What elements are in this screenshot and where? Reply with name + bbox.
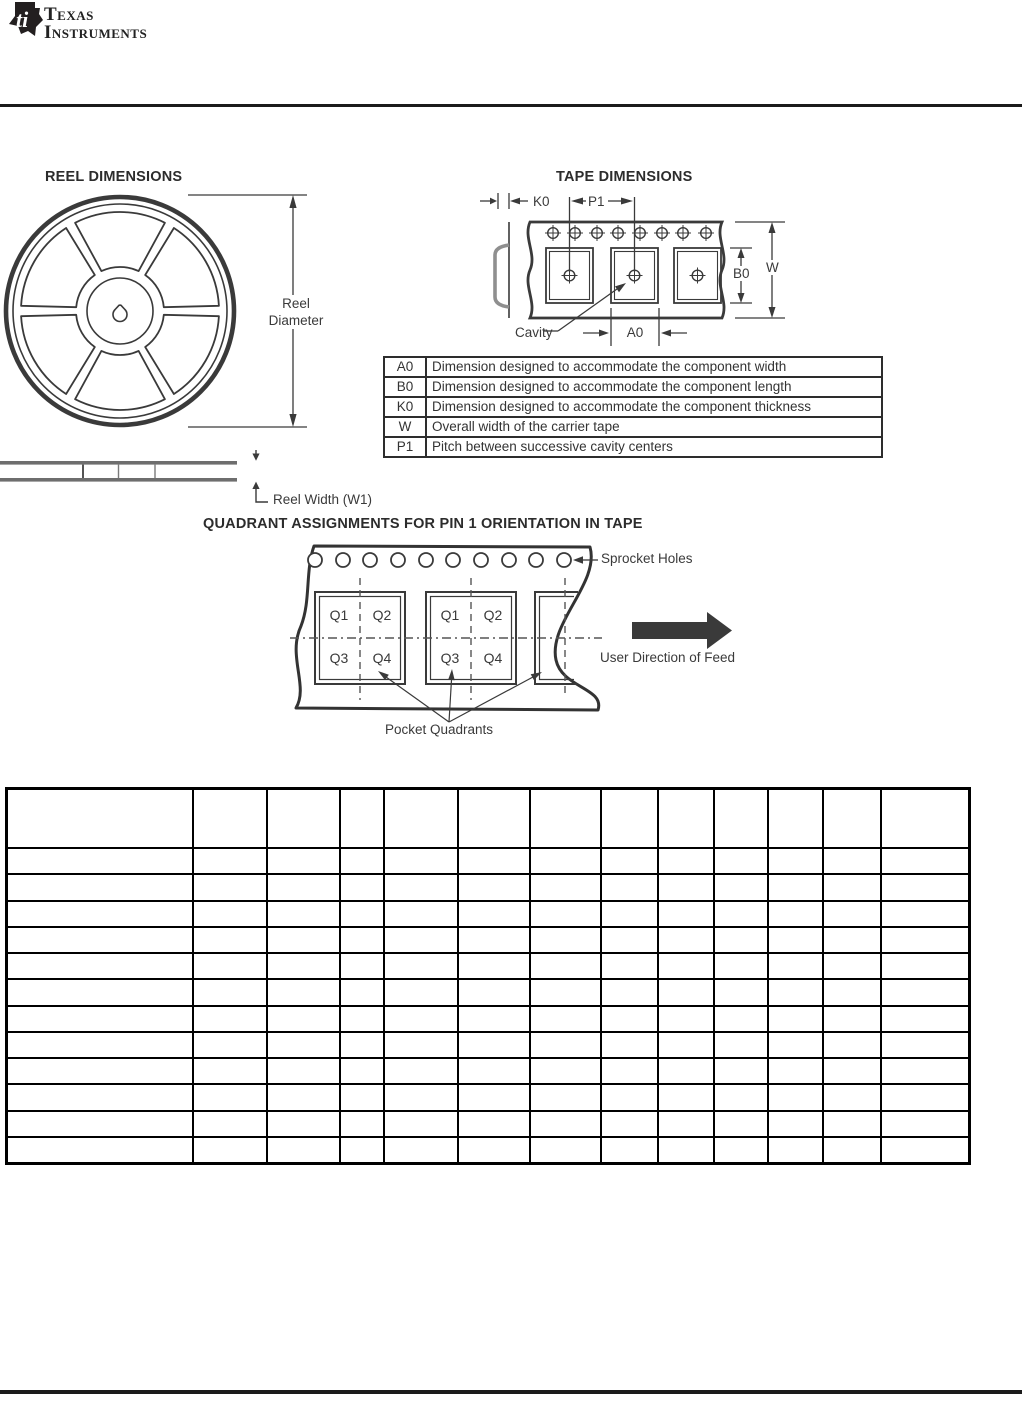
spec-table-cell bbox=[385, 1138, 457, 1162]
spec-table-cell bbox=[341, 1059, 383, 1083]
spec-table-cell bbox=[531, 1033, 600, 1057]
b0-label: B0 bbox=[733, 266, 750, 281]
spec-table-cell bbox=[8, 980, 192, 1004]
spec-table-cell bbox=[824, 875, 880, 899]
spec-table-cell bbox=[341, 902, 383, 926]
spec-table-cell bbox=[459, 875, 529, 899]
dimdef-row bbox=[384, 417, 882, 437]
spec-table-cell bbox=[602, 1033, 657, 1057]
tape-pockets bbox=[546, 248, 721, 303]
spec-table-cell bbox=[882, 928, 968, 952]
spec-table-cell bbox=[341, 1007, 383, 1031]
spec-table-cell bbox=[531, 1007, 600, 1031]
spec-table-cell bbox=[659, 1112, 713, 1136]
spec-table-cell bbox=[824, 1007, 880, 1031]
pocket1-q1-label: Q1 bbox=[329, 607, 349, 623]
spec-table-cell bbox=[194, 1033, 266, 1057]
spec-table-cell bbox=[194, 1138, 266, 1162]
bottom-rule bbox=[0, 1390, 1022, 1394]
pocket2-q1-label: Q1 bbox=[440, 607, 460, 623]
cavity-label: Cavity bbox=[515, 325, 553, 340]
feed-direction-label: User Direction of Feed bbox=[600, 650, 736, 665]
spec-table-cell bbox=[659, 902, 713, 926]
spec-table-cell bbox=[341, 1138, 383, 1162]
reel-side-view bbox=[0, 450, 310, 512]
spec-table-cell bbox=[8, 902, 192, 926]
reel-spokes bbox=[21, 212, 219, 410]
spec-table-cell bbox=[769, 1007, 822, 1031]
spec-table-cell bbox=[769, 902, 822, 926]
spec-table-cell bbox=[531, 1059, 600, 1083]
spec-table-cell bbox=[824, 980, 880, 1004]
spec-table-header-cell bbox=[341, 790, 383, 847]
spec-table-cell bbox=[531, 902, 600, 926]
spec-table-cell bbox=[882, 1112, 968, 1136]
spec-table-cell bbox=[268, 875, 339, 899]
header bbox=[0, 0, 1022, 104]
spec-table-cell bbox=[882, 875, 968, 899]
spec-table-cell bbox=[341, 954, 383, 978]
spec-table-cell bbox=[659, 980, 713, 1004]
spec-table-cell bbox=[268, 954, 339, 978]
spec-table-cell bbox=[715, 849, 767, 873]
spec-table-cell bbox=[459, 1085, 529, 1109]
dim-code: P1 bbox=[384, 437, 426, 457]
spec-table-header-cell bbox=[659, 790, 713, 847]
spec-table-cell bbox=[385, 875, 457, 899]
spec-table-cell bbox=[268, 1059, 339, 1083]
spec-table-cell bbox=[268, 1112, 339, 1136]
spec-table-cell bbox=[459, 1059, 529, 1083]
spec-table-cell bbox=[268, 1033, 339, 1057]
spec-table-cell bbox=[194, 928, 266, 952]
spec-table-cell bbox=[602, 1007, 657, 1031]
dim-code: W bbox=[384, 417, 426, 437]
spec-table-cell bbox=[341, 1033, 383, 1057]
spec-table-cell bbox=[769, 849, 822, 873]
dim-code: B0 bbox=[384, 377, 426, 397]
dim-description: Dimension designed to accommodate the component length bbox=[426, 377, 882, 397]
tape-sprocket-holes bbox=[545, 225, 714, 241]
spec-table-cell bbox=[769, 980, 822, 1004]
spec-table-cell bbox=[769, 928, 822, 952]
spec-table-cell bbox=[385, 849, 457, 873]
spec-table-cell bbox=[824, 1033, 880, 1057]
spec-table-cell bbox=[385, 928, 457, 952]
spec-table-header-cell bbox=[715, 790, 767, 847]
spec-table-cell bbox=[341, 849, 383, 873]
spec-table-cell bbox=[715, 1033, 767, 1057]
w-label: W bbox=[766, 260, 779, 275]
spec-table-cell bbox=[659, 849, 713, 873]
spec-table-cell bbox=[882, 1007, 968, 1031]
spec-table-cell bbox=[659, 875, 713, 899]
spec-table-cell bbox=[882, 902, 968, 926]
dim-description: Overall width of the carrier tape bbox=[426, 417, 882, 437]
spec-table-cell bbox=[194, 875, 266, 899]
spec-table-cell bbox=[194, 1007, 266, 1031]
pocket1-q3-label: Q3 bbox=[329, 650, 349, 666]
spec-table-cell bbox=[824, 928, 880, 952]
spec-table-cell bbox=[268, 1085, 339, 1109]
spec-table-cell bbox=[659, 1033, 713, 1057]
spec-table-cell bbox=[8, 928, 192, 952]
spec-table-cell bbox=[341, 1112, 383, 1136]
spec-table-cell bbox=[602, 1059, 657, 1083]
spec-table-cell bbox=[194, 1085, 266, 1109]
k0-label: K0 bbox=[533, 194, 550, 209]
reel-width-label: Reel Width (W1) bbox=[273, 492, 373, 507]
spec-table-cell bbox=[385, 902, 457, 926]
k0-dimension bbox=[480, 193, 528, 209]
hub-key-icon bbox=[113, 305, 127, 321]
spec-table-cell bbox=[268, 980, 339, 1004]
spec-table-cell bbox=[882, 1059, 968, 1083]
spec-table-cell bbox=[531, 1112, 600, 1136]
spec-table-cell bbox=[824, 1112, 880, 1136]
spec-table-header-cell bbox=[8, 790, 192, 847]
spec-table-cell bbox=[341, 980, 383, 1004]
spec-table-cell bbox=[385, 1033, 457, 1057]
spec-table-cell bbox=[824, 902, 880, 926]
spec-table-cell bbox=[8, 954, 192, 978]
spec-table-header-cell bbox=[882, 790, 968, 847]
spec-table-cell bbox=[824, 849, 880, 873]
logo-line1: Texas bbox=[44, 4, 94, 25]
spec-table-cell bbox=[602, 1112, 657, 1136]
pocket2-q4-label: Q4 bbox=[483, 650, 503, 666]
spec-table-cell bbox=[531, 875, 600, 899]
spec-table-cell bbox=[602, 954, 657, 978]
spec-table-cell bbox=[194, 849, 266, 873]
dimdef-row bbox=[384, 437, 882, 457]
spec-table-cell bbox=[531, 1085, 600, 1109]
spec-table-cell bbox=[715, 928, 767, 952]
spec-table-cell bbox=[194, 954, 266, 978]
spec-table-cell bbox=[715, 980, 767, 1004]
dimdef-row bbox=[384, 377, 882, 397]
spec-table-cell bbox=[769, 1033, 822, 1057]
spec-table-cell bbox=[268, 928, 339, 952]
reel-diameter-label: Reel Diameter bbox=[258, 295, 334, 329]
svg-text:ti: ti bbox=[16, 7, 29, 32]
spec-table-cell bbox=[769, 1059, 822, 1083]
reel-section-title: REEL DIMENSIONS bbox=[45, 169, 183, 185]
dim-code: A0 bbox=[384, 357, 426, 377]
spec-table-cell bbox=[8, 1007, 192, 1031]
spec-table-cell bbox=[882, 980, 968, 1004]
spec-table-cell bbox=[459, 928, 529, 952]
spec-table-cell bbox=[882, 1138, 968, 1162]
spec-table-cell bbox=[194, 1059, 266, 1083]
spec-table-cell bbox=[715, 902, 767, 926]
quadrant-section-title: QUADRANT ASSIGNMENTS FOR PIN 1 ORIENTATION IN TAPE bbox=[203, 516, 643, 532]
spec-table-cell bbox=[769, 1112, 822, 1136]
spec-table-cell bbox=[459, 1112, 529, 1136]
spec-table-cell bbox=[602, 849, 657, 873]
spec-table-cell bbox=[531, 1138, 600, 1162]
spec-table-cell bbox=[385, 1059, 457, 1083]
spec-table-cell bbox=[459, 902, 529, 926]
spec-table-cell bbox=[8, 1112, 192, 1136]
spec-table-cell bbox=[385, 954, 457, 978]
spec-table-cell bbox=[194, 1112, 266, 1136]
spec-table-cell bbox=[824, 1085, 880, 1109]
spec-table-cell bbox=[715, 954, 767, 978]
spec-table-cell bbox=[194, 902, 266, 926]
spec-table-cell bbox=[602, 980, 657, 1004]
spec-table-cell bbox=[659, 1007, 713, 1031]
pocket1-q2-label: Q2 bbox=[372, 607, 392, 623]
spec-table-header-cell bbox=[824, 790, 880, 847]
pocket-quadrants-label: Pocket Quadrants bbox=[385, 722, 494, 737]
spec-table-cell bbox=[531, 980, 600, 1004]
spec-table-cell bbox=[882, 849, 968, 873]
pocket2-q2-label: Q2 bbox=[483, 607, 503, 623]
tape-section-title: TAPE DIMENSIONS bbox=[556, 169, 693, 185]
spec-table-cell bbox=[8, 1033, 192, 1057]
spec-table-cell bbox=[268, 902, 339, 926]
dim-description: Dimension designed to accommodate the component thickness bbox=[426, 397, 882, 417]
spec-table-cell bbox=[659, 1138, 713, 1162]
spec-table-cell bbox=[459, 849, 529, 873]
spec-table-cell bbox=[659, 1085, 713, 1109]
spec-table-cell bbox=[268, 1007, 339, 1031]
spec-table-cell bbox=[459, 954, 529, 978]
spec-table-cell bbox=[385, 1007, 457, 1031]
spec-table-cell bbox=[715, 1059, 767, 1083]
spec-table-cell bbox=[824, 954, 880, 978]
spec-table-cell bbox=[194, 980, 266, 1004]
spec-table-cell bbox=[385, 1085, 457, 1109]
spec-table-cell bbox=[8, 875, 192, 899]
top-rule bbox=[0, 104, 1022, 107]
dim-code: K0 bbox=[384, 397, 426, 417]
spec-table-cell bbox=[531, 954, 600, 978]
spec-table-header-cell bbox=[194, 790, 266, 847]
ti-logo-icon bbox=[6, 1, 44, 41]
spec-table-header-cell bbox=[268, 790, 339, 847]
cavity-leader bbox=[544, 289, 617, 331]
spec-table-cell bbox=[715, 1007, 767, 1031]
spec-table-cell bbox=[385, 1112, 457, 1136]
spec-table-cell bbox=[715, 1138, 767, 1162]
spec-table-cell bbox=[341, 928, 383, 952]
spec-table-cell bbox=[8, 1059, 192, 1083]
spec-table bbox=[5, 787, 971, 1165]
spec-table-header-cell bbox=[459, 790, 529, 847]
spec-table-cell bbox=[602, 875, 657, 899]
spec-table-cell bbox=[882, 1033, 968, 1057]
dim-description: Pitch between successive cavity centers bbox=[426, 437, 882, 457]
spec-table-cell bbox=[459, 980, 529, 1004]
dim-description: Dimension designed to accommodate the component width bbox=[426, 357, 882, 377]
spec-table-cell bbox=[882, 954, 968, 978]
spec-table-cell bbox=[8, 1085, 192, 1109]
spec-table-cell bbox=[602, 1085, 657, 1109]
feed-arrow-icon bbox=[632, 612, 732, 649]
spec-table-cell bbox=[824, 1138, 880, 1162]
spec-table-cell bbox=[531, 928, 600, 952]
pocket2-q3-label: Q3 bbox=[440, 650, 460, 666]
spec-table-cell bbox=[459, 1033, 529, 1057]
spec-table-header-cell bbox=[602, 790, 657, 847]
spec-table-cell bbox=[385, 980, 457, 1004]
spec-table-cell bbox=[341, 875, 383, 899]
pocket1-q4-label: Q4 bbox=[372, 650, 392, 666]
spec-table-cell bbox=[769, 1138, 822, 1162]
spec-table-cell bbox=[602, 928, 657, 952]
spec-table-cell bbox=[602, 902, 657, 926]
p1-label: P1 bbox=[588, 194, 605, 209]
spec-table-cell bbox=[769, 954, 822, 978]
spec-table-cell bbox=[659, 954, 713, 978]
dimdef-row bbox=[384, 397, 882, 417]
quadrant-diagram bbox=[280, 538, 755, 750]
reel-width-dimension bbox=[256, 450, 268, 502]
spec-table-cell bbox=[268, 849, 339, 873]
logo-wordmark bbox=[44, 6, 147, 42]
spec-table-cell bbox=[268, 1138, 339, 1162]
spec-table-cell bbox=[602, 1138, 657, 1162]
spec-table-header-cell bbox=[531, 790, 600, 847]
spec-table-cell bbox=[824, 1059, 880, 1083]
spec-table-cell bbox=[715, 1085, 767, 1109]
a0-label: A0 bbox=[626, 325, 644, 340]
spec-table-cell bbox=[8, 849, 192, 873]
spec-table-cell bbox=[715, 875, 767, 899]
spec-table-cell bbox=[341, 1085, 383, 1109]
spec-table-cell bbox=[659, 928, 713, 952]
spec-table-cell bbox=[882, 1085, 968, 1109]
spec-table-cell bbox=[531, 849, 600, 873]
sprocket-holes-label: Sprocket Holes bbox=[601, 551, 693, 566]
spec-table-cell bbox=[715, 1112, 767, 1136]
spec-table-cell bbox=[659, 1059, 713, 1083]
spec-table-cell bbox=[769, 875, 822, 899]
quadrant-tape-outline bbox=[296, 546, 599, 710]
dimension-definitions-table bbox=[383, 356, 883, 458]
spec-table-cell bbox=[8, 1138, 192, 1162]
dimdef-row bbox=[384, 357, 882, 377]
spec-table-cell bbox=[459, 1007, 529, 1031]
spec-table-header-cell bbox=[769, 790, 822, 847]
spec-table-header-cell bbox=[385, 790, 457, 847]
spec-table-cell bbox=[459, 1138, 529, 1162]
logo-line2: Instruments bbox=[44, 22, 148, 43]
spec-table-cell bbox=[769, 1085, 822, 1109]
